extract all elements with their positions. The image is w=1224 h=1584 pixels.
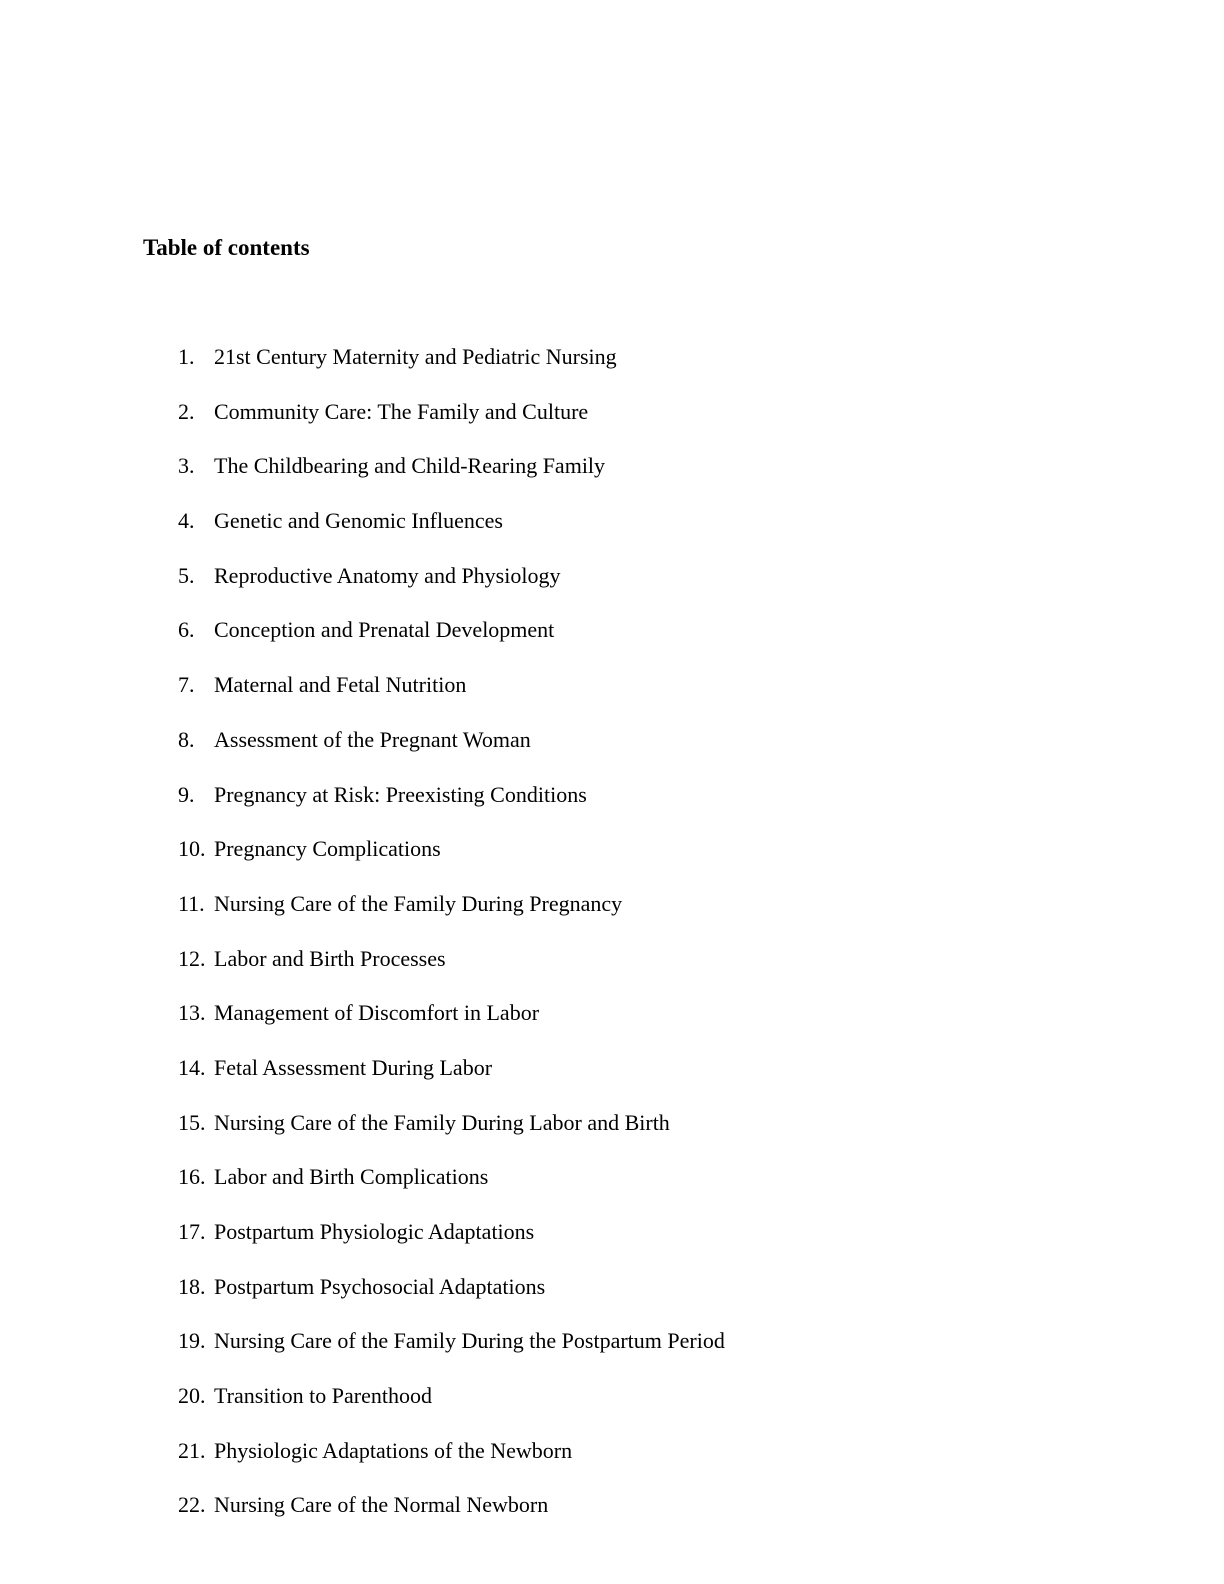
toc-entry-number: 11. [178,890,205,916]
toc-entry-number: 8. [178,726,195,752]
toc-entry-title: The Childbearing and Child-Rearing Family [214,453,606,479]
toc-entry-number: 12. [178,945,206,971]
toc-entry-title: Nursing Care of the Family During Pregnancy [214,890,623,916]
toc-entry-title: Labor and Birth Processes [214,945,446,971]
toc-entry-number: 9. [178,781,195,807]
toc-entry-title: Physiologic Adaptations of the Newborn [214,1437,573,1463]
toc-entry-title: Genetic and Genomic Influences [214,508,503,534]
toc-entry-number: 4. [178,508,195,534]
toc-entry-title: Nursing Care of the Family During Labor and Birth [214,1109,670,1135]
toc-entry-title: Postpartum Physiologic Adaptations [214,1219,535,1244]
toc-entry-number: 14. [178,1054,206,1080]
toc-entry-title: Reproductive Anatomy and Physiology [214,562,561,588]
toc-entry-number: 2. [178,398,195,424]
toc-entry-number: 17. [178,1219,206,1244]
toc-entry-title: Assessment of the Pregnant Woman [214,726,531,752]
toc-heading: Table of contents [143,235,310,260]
toc-entry-number: 18. [178,1273,206,1299]
toc-entry-number: 19. [178,1328,206,1354]
toc-entry-title: Maternal and Fetal Nutrition [214,672,467,698]
toc-entry-number: 13. [178,1000,206,1026]
toc-entry-title: Management of Discomfort in Labor [214,1000,540,1026]
toc-entry-title: Conception and Prenatal Development [214,617,555,643]
toc-entry-number: 15. [178,1109,206,1135]
toc-entry-title: Labor and Birth Complications [214,1164,489,1190]
toc-entry-title: 21st Century Maternity and Pediatric Nursing [214,344,617,369]
toc-entry-title: Community Care: The Family and Culture [214,398,589,424]
toc-entry-title: Pregnancy at Risk: Preexisting Conditions [214,781,587,807]
toc-entry-title: Nursing Care of the Family During the Postpartum Period [214,1328,725,1354]
toc-entry-title: Postpartum Psychosocial Adaptations [214,1273,546,1299]
toc-entry-number: 7. [178,672,195,698]
toc-entry-number: 21. [178,1437,206,1463]
toc-entry-number: 6. [178,617,195,643]
toc-entry-number: 20. [178,1383,206,1409]
toc-entry-number: 1. [178,344,195,369]
toc-entry-title: Nursing Care of the Normal Newborn [214,1492,549,1518]
toc-entry-title: Transition to Parenthood [214,1383,432,1409]
toc-entry-number: 22. [178,1492,206,1518]
toc-entry-number: 16. [178,1164,206,1190]
toc-entry-number: 3. [178,453,195,479]
toc-entry-number: 5. [178,562,195,588]
toc-entry-number: 10. [178,836,206,862]
toc-entry-title: Pregnancy Complications [214,836,441,862]
toc-entry-title: Fetal Assessment During Labor [214,1054,493,1080]
